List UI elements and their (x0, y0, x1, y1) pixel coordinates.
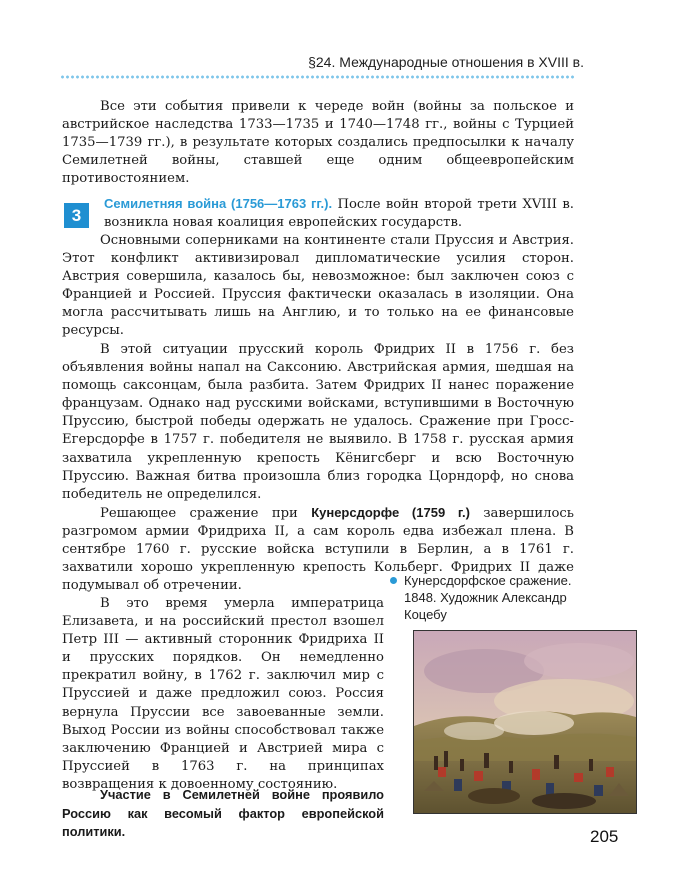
kunersdorf-term: Кунерсдорфе (1759 г.) (311, 505, 470, 520)
section-number-badge: 3 (64, 203, 89, 228)
figure-caption (404, 572, 604, 623)
page-number: 205 (590, 827, 619, 846)
figure-caption-text: Кунерсдорфское сражение. 1848. Художник Александр Коцебу (404, 573, 572, 622)
section-lead-text: После войн второй трети XVIII в. возникла новая коалиция европейских государств. (104, 197, 574, 231)
caption-bullet-icon (390, 577, 397, 584)
decisive-text-before: Решающее сражение при (100, 506, 298, 521)
conclusion-statement: Участие в Семилетней войне проявило Россию как весомый фактор европейской политики. (62, 787, 384, 839)
section-heading-paragraph (104, 195, 574, 232)
decisive-text-after: завершилось разгромом армии Фридриха II, а сам король едва избежал плена. В сентябре 1760 г. русские войска вступили в Берлин, а в 1761 г. захватили хорошо укрепленную крепость Кольберг. Фридрих II даже подумывал об отречении. (62, 506, 574, 594)
dotted-divider (60, 75, 574, 79)
kunersdorf-battle-painting (413, 630, 637, 814)
paragraph-elizabeth: В это время умерла императрица Елизавета, и на российский престол взошел Петр III — активный сторонник Фридриха II и прусских порядков. Он немедленно прекратил войну, в 1762 г. заключил мир с Пруссией и даже предложил союз. Россия вернула Пруссии все завоеванные земли. Выход России из войны способствовал также заключению Францией и Австрией мира с Пруссией в 1763 г. на принципах возвращения к довоенному состоянию. (62, 596, 384, 792)
running-header: §24. Международные отношения в XVIII в. (308, 54, 584, 70)
paragraph-rivals: Основными соперниками на континенте стали Пруссия и Австрия. Этот конфликт активизировал дипломатические усилия сторон. Австрия совершила, казалось бы, невозможное: был заключен союз с Францией и Россией. Пруссия фактически оказалась в изоляции. Она могла рассчитывать лишь на Англию, и то только на ее финансовые ресурсы. (62, 233, 574, 339)
paragraph-situation: В этой ситуации прусский король Фридрих II в 1756 г. без объявления войны напал на Саксонию. Австрийская армия, шедшая на помощь саксонцам, была разбита. Затем Фридрих II нанес поражение французам. Однако над русскими войсками, вступившими в Восточную Пруссию, быстрой победы одержать не удалось. Сражение при Гросс-Егерсдорфе в 1757 г. победителя не выявило. В 1758 г. русская армия захватила укрепленную крепость Кёнигсберг и всю Восточную Пруссию. Важная битва произошла близ городка Цорндорф, но снова победитель не определился. (62, 342, 574, 502)
intro-paragraph: Все эти события привели к череде войн (войны за польское и австрийское наследства 1733—1735 и 1740—1748 гг., войны с Турцией 1735—1739 гг.), в результате которых создались предпосылки к началу Семилетней войны, ставшей еще одним общеевропейским противостоянием. (62, 99, 574, 187)
section-title: Семилетняя война (1756—1763 гг.). (104, 196, 333, 211)
painting-illustration (414, 631, 636, 813)
